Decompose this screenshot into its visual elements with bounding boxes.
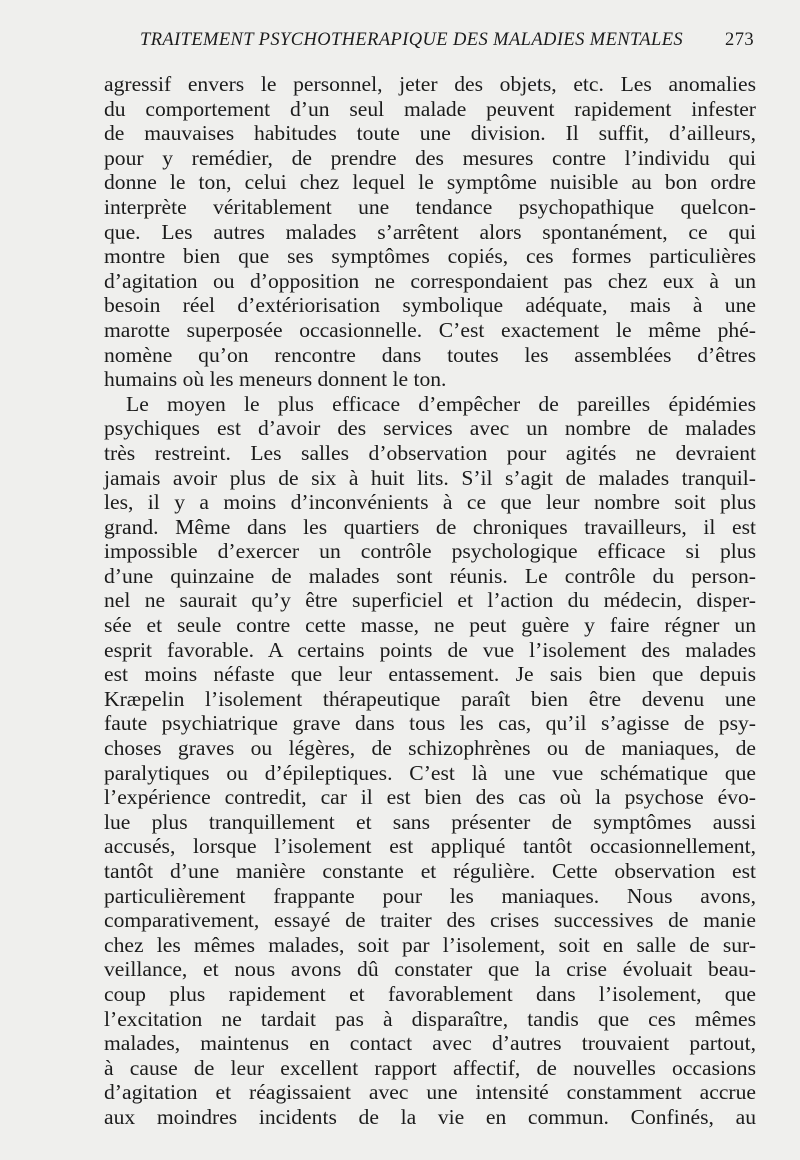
text-line: d’agitation ou d’opposition ne correspondaient pas chez eux à un <box>104 268 756 293</box>
paragraph-1 <box>104 72 756 392</box>
paragraph-2 <box>104 392 756 1130</box>
text-line: que. Les autres malades s’arrêtent alors spontanément, ce qui <box>104 219 756 244</box>
text-line: jamais avoir plus de six à huit lits. S’il s’agit de malades tranquil- <box>104 465 756 490</box>
text-line: est moins néfaste que leur entassement. Je sais bien que depuis <box>104 662 756 687</box>
text-line: d’une quinzaine de malades sont réunis. Le contrôle du person- <box>104 563 756 588</box>
text-line: nomène qu’on rencontre dans toutes les assemblées d’êtres <box>104 342 756 367</box>
text-line: humains où les meneurs donnent le ton. <box>104 367 447 392</box>
text-line: agressif envers le personnel, jeter des objets, etc. Les anomalies <box>104 72 756 96</box>
text-line: de mauvaises habitudes toute une division. Il suffit, d’ailleurs, <box>104 121 756 146</box>
text-line: Le moyen le plus efficace d’empêcher de pareilles épidémies <box>126 391 756 416</box>
text-line: interprète véritablement une tendance psychopathique quelcon- <box>104 194 756 219</box>
text-line: chez les mêmes malades, soit par l’isolement, soit en salle de sur- <box>104 932 756 957</box>
running-title: TRAITEMENT PSYCHOTHERAPIQUE DES MALADIES MENTALES <box>140 30 684 50</box>
running-header <box>140 30 754 56</box>
text-line: coup plus rapidement et favorablement dans l’isolement, que <box>104 981 756 1006</box>
text-line: sée et seule contre cette masse, ne peut guère y faire régner un <box>104 613 756 638</box>
text-line: esprit favorable. A certains points de vue l’isolement des malades <box>104 637 756 662</box>
text-line: tantôt d’une manière constante et régulière. Cette observation est <box>104 859 756 883</box>
text-line: l’excitation ne tardait pas à disparaître, tandis que ces mêmes <box>104 1006 756 1031</box>
text-line: psychiques est d’avoir des services avec un nombre de malades <box>104 416 756 441</box>
text-line: malades, maintenus en contact avec d’autres trouvaient partout, <box>104 1031 756 1056</box>
text-line: à cause de leur excellent rapport affectif, de nouvelles occasions <box>104 1055 756 1080</box>
text-line: paralytiques ou d’épileptiques. C’est là une vue schématique que <box>104 760 756 785</box>
text-line: faute psychiatrique grave dans tous les cas, qu’il s’agisse de psy- <box>104 711 756 736</box>
page-number: 273 <box>725 30 754 50</box>
text-line: du comportement d’un seul malade peuvent rapidement infester <box>104 96 756 121</box>
text-line: nel ne saurait qu’y être superficiel et l’action du médecin, disper- <box>104 588 756 613</box>
text-line: d’agitation et réagissaient avec une intensité constamment accrue <box>104 1080 756 1105</box>
text-line: très restreint. Les salles d’observation pour agités ne devraient <box>104 440 756 465</box>
text-line: choses graves ou légères, de schizophrènes ou de maniaques, de <box>104 736 756 761</box>
text-line: Kræpelin l’isolement thérapeutique paraît bien être devenu une <box>104 686 756 711</box>
text-line: grand. Même dans les quartiers de chroniques travailleurs, il est <box>104 514 756 539</box>
text-line: besoin réel d’extériorisation symbolique adéquate, mais à une <box>104 293 756 318</box>
text-line: l’expérience contredit, car il est bien des cas où la psychose évo- <box>104 785 756 810</box>
text-line: les, il y a moins d’inconvénients à ce que leur nombre soit plus <box>104 490 756 515</box>
text-line: veillance, et nous avons dû constater que la crise évoluait beau- <box>104 957 756 982</box>
text-line: pour y remédier, de prendre des mesures contre l’individu qui <box>104 145 756 170</box>
text-line: montre bien que ses symptômes copiés, ces formes particulières <box>104 244 756 269</box>
text-line: accusés, lorsque l’isolement est appliqué tantôt occasionnellement, <box>104 834 756 859</box>
text-line: donne le ton, celui chez lequel le symptôme nuisible au bon ordre <box>104 170 756 195</box>
text-line: particulièrement frappante pour les maniaques. Nous avons, <box>104 883 756 908</box>
text-line: marotte superposée occasionnelle. C’est exactement le même phé- <box>104 317 756 342</box>
text-line: impossible d’exercer un contrôle psychologique efficace si plus <box>104 539 756 564</box>
text-line: comparativement, essayé de traiter des crises successives de manie <box>104 908 756 933</box>
text-line: aux moindres incidents de la vie en commun. Confinés, au <box>104 1104 756 1129</box>
text-line: lue plus tranquillement et sans présenter de symptômes aussi <box>104 809 756 834</box>
body-text <box>104 72 756 1130</box>
